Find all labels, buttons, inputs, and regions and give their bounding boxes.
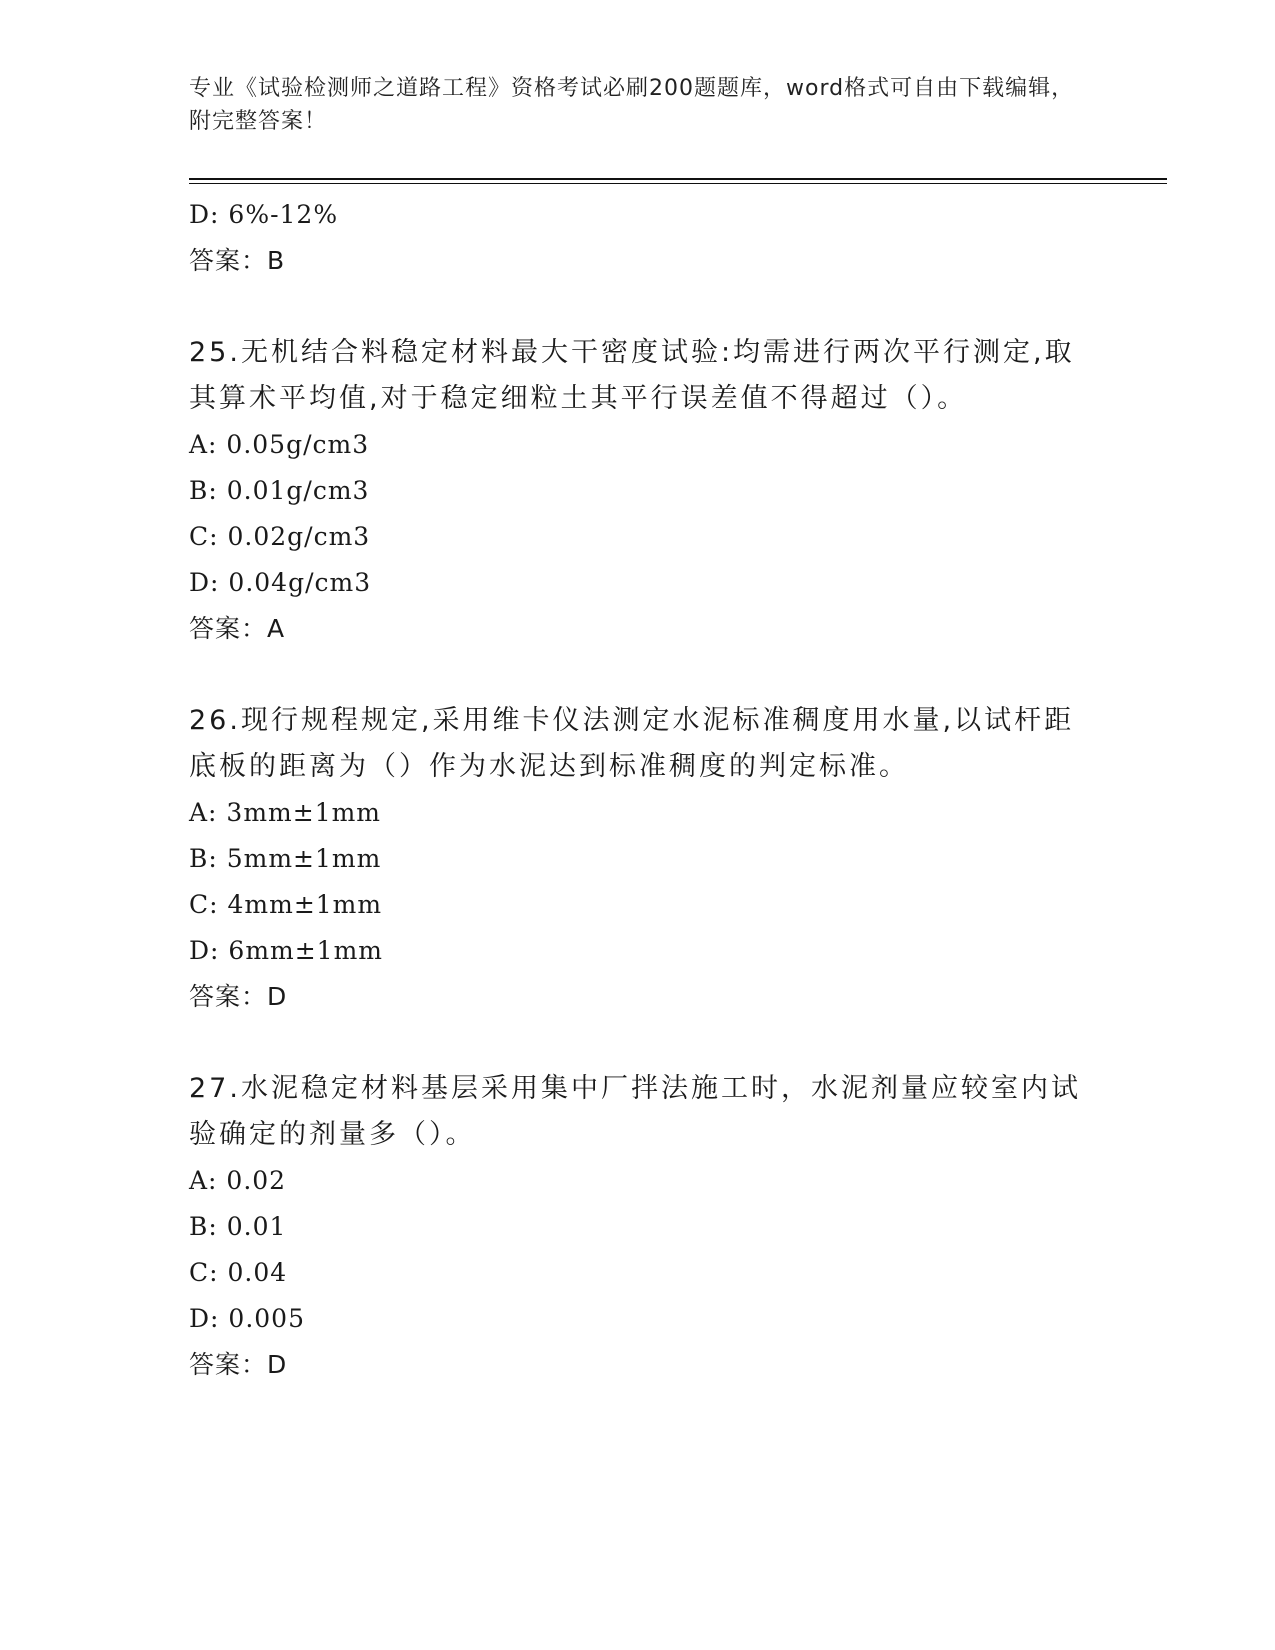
prev-answer: 答案：B — [189, 246, 286, 275]
option-b: B: 0.01 — [189, 1212, 287, 1241]
spacer — [189, 652, 1089, 698]
document-header — [189, 72, 1089, 138]
question-text: 26.现行规程规定,采用维卡仪法测定水泥标准稠度用水量,以试杆距底板的距离为（）作为水泥达到标准稠度的判定标准。 — [189, 705, 1075, 782]
option-a: A: 0.05g/cm3 — [189, 430, 370, 459]
question-26 — [189, 698, 1089, 1020]
header-rule-thick — [189, 178, 1167, 180]
option-d: D: 0.04g/cm3 — [189, 568, 372, 597]
option-d: D: 0.005 — [189, 1304, 305, 1333]
question-27 — [189, 1066, 1089, 1388]
header-text: 专业《试验检测师之道路工程》资格考试必刷200题题库，word格式可自由下载编辑，附完整答案！ — [189, 76, 1075, 134]
document-body — [189, 192, 1089, 1388]
option-b: B: 0.01g/cm3 — [189, 476, 370, 505]
option-b: B: 5mm±1mm — [189, 844, 382, 873]
spacer — [189, 1020, 1089, 1066]
spacer — [189, 284, 1089, 330]
option-c: C: 4mm±1mm — [189, 890, 383, 919]
prev-option-d: D: 6%-12% — [189, 200, 339, 229]
answer: 答案：D — [189, 1350, 288, 1379]
option-a: A: 3mm±1mm — [189, 798, 382, 827]
question-text: 27.水泥稳定材料基层采用集中厂拌法施工时，水泥剂量应较室内试验确定的剂量多（）。 — [189, 1073, 1081, 1150]
header-rule-thin — [189, 183, 1167, 184]
option-d: D: 6mm±1mm — [189, 936, 383, 965]
question-text: 25.无机结合料稳定材料最大干密度试验:均需进行两次平行测定,取其算术平均值,对于稳定细粒土其平行误差值不得超过（）。 — [189, 337, 1075, 414]
answer: 答案：A — [189, 614, 286, 643]
option-a: A: 0.02 — [189, 1166, 287, 1195]
option-c: C: 0.04 — [189, 1258, 288, 1287]
option-c: C: 0.02g/cm3 — [189, 522, 371, 551]
answer: 答案：D — [189, 982, 288, 1011]
question-25 — [189, 330, 1089, 652]
